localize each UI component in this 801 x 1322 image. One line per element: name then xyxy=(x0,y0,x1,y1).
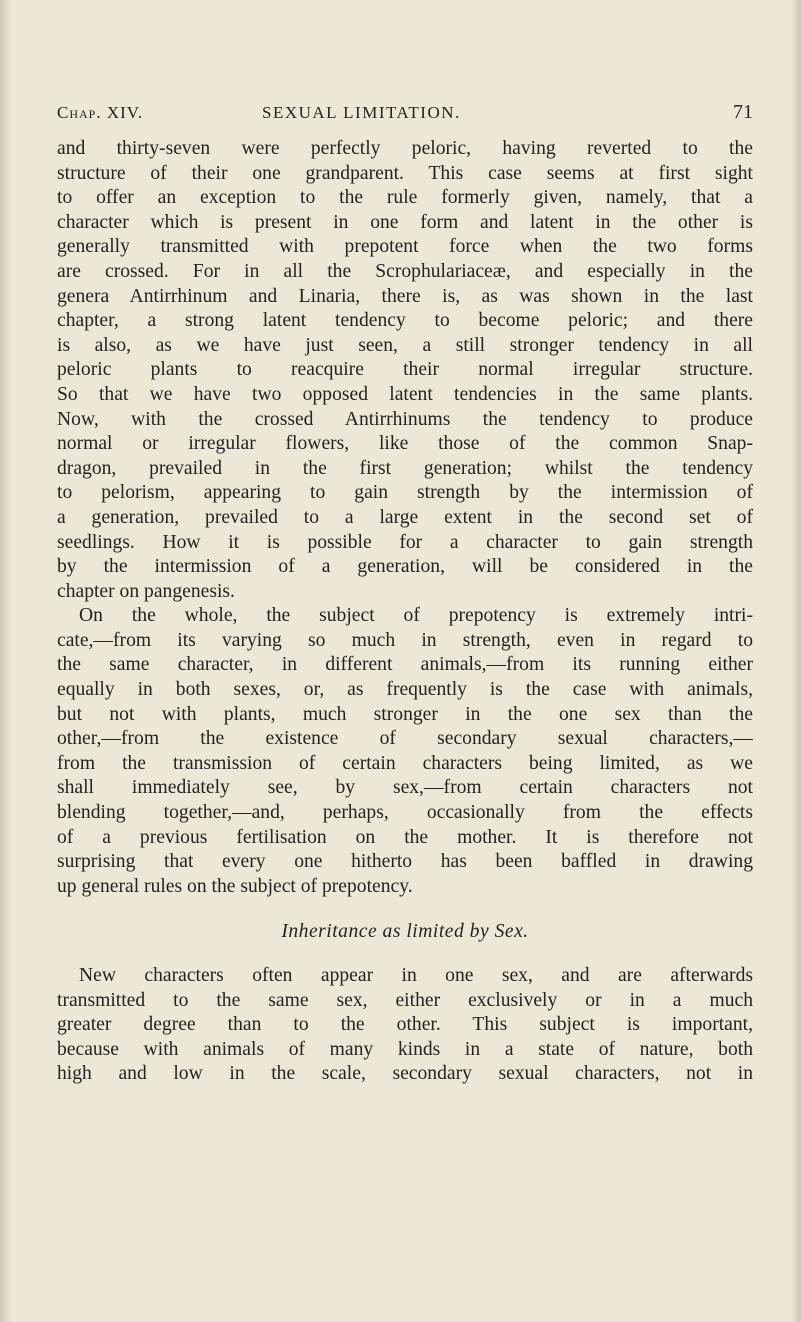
text-line: greater degree than to the other. This subject is important, xyxy=(57,1014,753,1036)
text-line: shall immediately see, by sex,—from certain characters not xyxy=(57,777,753,799)
paragraph-prepotency xyxy=(57,604,753,899)
text-line: surprising that every one hitherto has been baffled in drawing xyxy=(57,851,753,873)
text-line: character which is present in one form and latent in the other is xyxy=(57,211,753,233)
text-line: to offer an exception to the rule formerly given, namely, that a xyxy=(57,187,753,209)
page-edge-right xyxy=(791,0,801,1322)
text-line: On the whole, the subject of prepotency is extremely intri- xyxy=(79,605,753,627)
text-line: high and low in the scale, secondary sexual characters, not in xyxy=(57,1063,753,1085)
text-line: equally in both sexes, or, as frequently is the case with animals, xyxy=(57,679,753,701)
text-line: a generation, prevailed to a large extent in the second set of xyxy=(57,506,753,528)
page-number: 71 xyxy=(733,101,753,123)
text-line: because with animals of many kinds in a state of nature, both xyxy=(57,1038,753,1060)
running-head xyxy=(57,103,753,129)
text-line: are crossed. For in all the Scrophulariaceæ, and especially in the xyxy=(57,260,753,282)
text-line: transmitted to the same sex, either exclusively or in a much xyxy=(57,989,753,1011)
page-shadow-left xyxy=(0,0,12,1322)
text-line: the same character, in different animals,—from its running either xyxy=(57,654,753,676)
text-line: normal or irregular flowers, like those of the common Snap- xyxy=(57,433,753,455)
text-line: chapter, a strong latent tendency to become peloric; and there xyxy=(57,310,753,332)
text-line: from the transmission of certain characters being limited, as we xyxy=(57,752,753,774)
running-title: SEXUAL LIMITATION. xyxy=(262,103,461,122)
text-line: New characters often appear in one sex, and are afterwards xyxy=(79,965,753,986)
text-line: So that we have two opposed latent tendencies in the same plants. xyxy=(57,383,753,405)
chapter-label: Chap. XIV. xyxy=(57,103,144,122)
text-line: cate,—from its varying so much in strength, even in regard to xyxy=(57,629,753,651)
text-line: peloric plants to reacquire their normal irregular structure. xyxy=(57,359,753,381)
body-text xyxy=(57,137,753,1087)
text-line: to pelorism, appearing to gain strength by the intermission of xyxy=(57,482,753,504)
text-line: blending together,—and, perhaps, occasionally from the effects xyxy=(57,802,753,824)
paragraph-continued xyxy=(57,137,753,604)
text-line: Now, with the crossed Antirrhinums the tendency to produce xyxy=(57,408,753,430)
text-line: by the intermission of a generation, will be considered in the xyxy=(57,556,753,578)
text-line: structure of their one grandparent. This case seems at first sight xyxy=(57,162,753,184)
text-line: of a previous fertilisation on the mother. It is therefore not xyxy=(57,826,753,848)
text-line: is also, as we have just seen, a still stronger tendency in all xyxy=(57,334,753,356)
text-line: chapter on pangenesis. xyxy=(57,580,235,602)
text-line: seedlings. How it is possible for a character to gain strength xyxy=(57,531,753,553)
text-line: but not with plants, much stronger in the one sex than the xyxy=(57,703,753,725)
text-line: genera Antirrhinum and Linaria, there is, as was shown in the last xyxy=(57,285,753,307)
text-line: and thirty-seven were perfectly peloric, having reverted to the xyxy=(57,138,753,159)
paragraph-sex-limitation xyxy=(57,964,753,1087)
text-line: up general rules on the subject of prepotency. xyxy=(57,875,413,897)
text-line: dragon, prevailed in the first generation; whilst the tendency xyxy=(57,457,753,479)
text-line: generally transmitted with prepotent force when the two forms xyxy=(57,236,753,258)
section-heading: Inheritance as limited by Sex. xyxy=(281,921,529,943)
text-line: other,—from the existence of secondary sexual characters,— xyxy=(57,728,753,750)
